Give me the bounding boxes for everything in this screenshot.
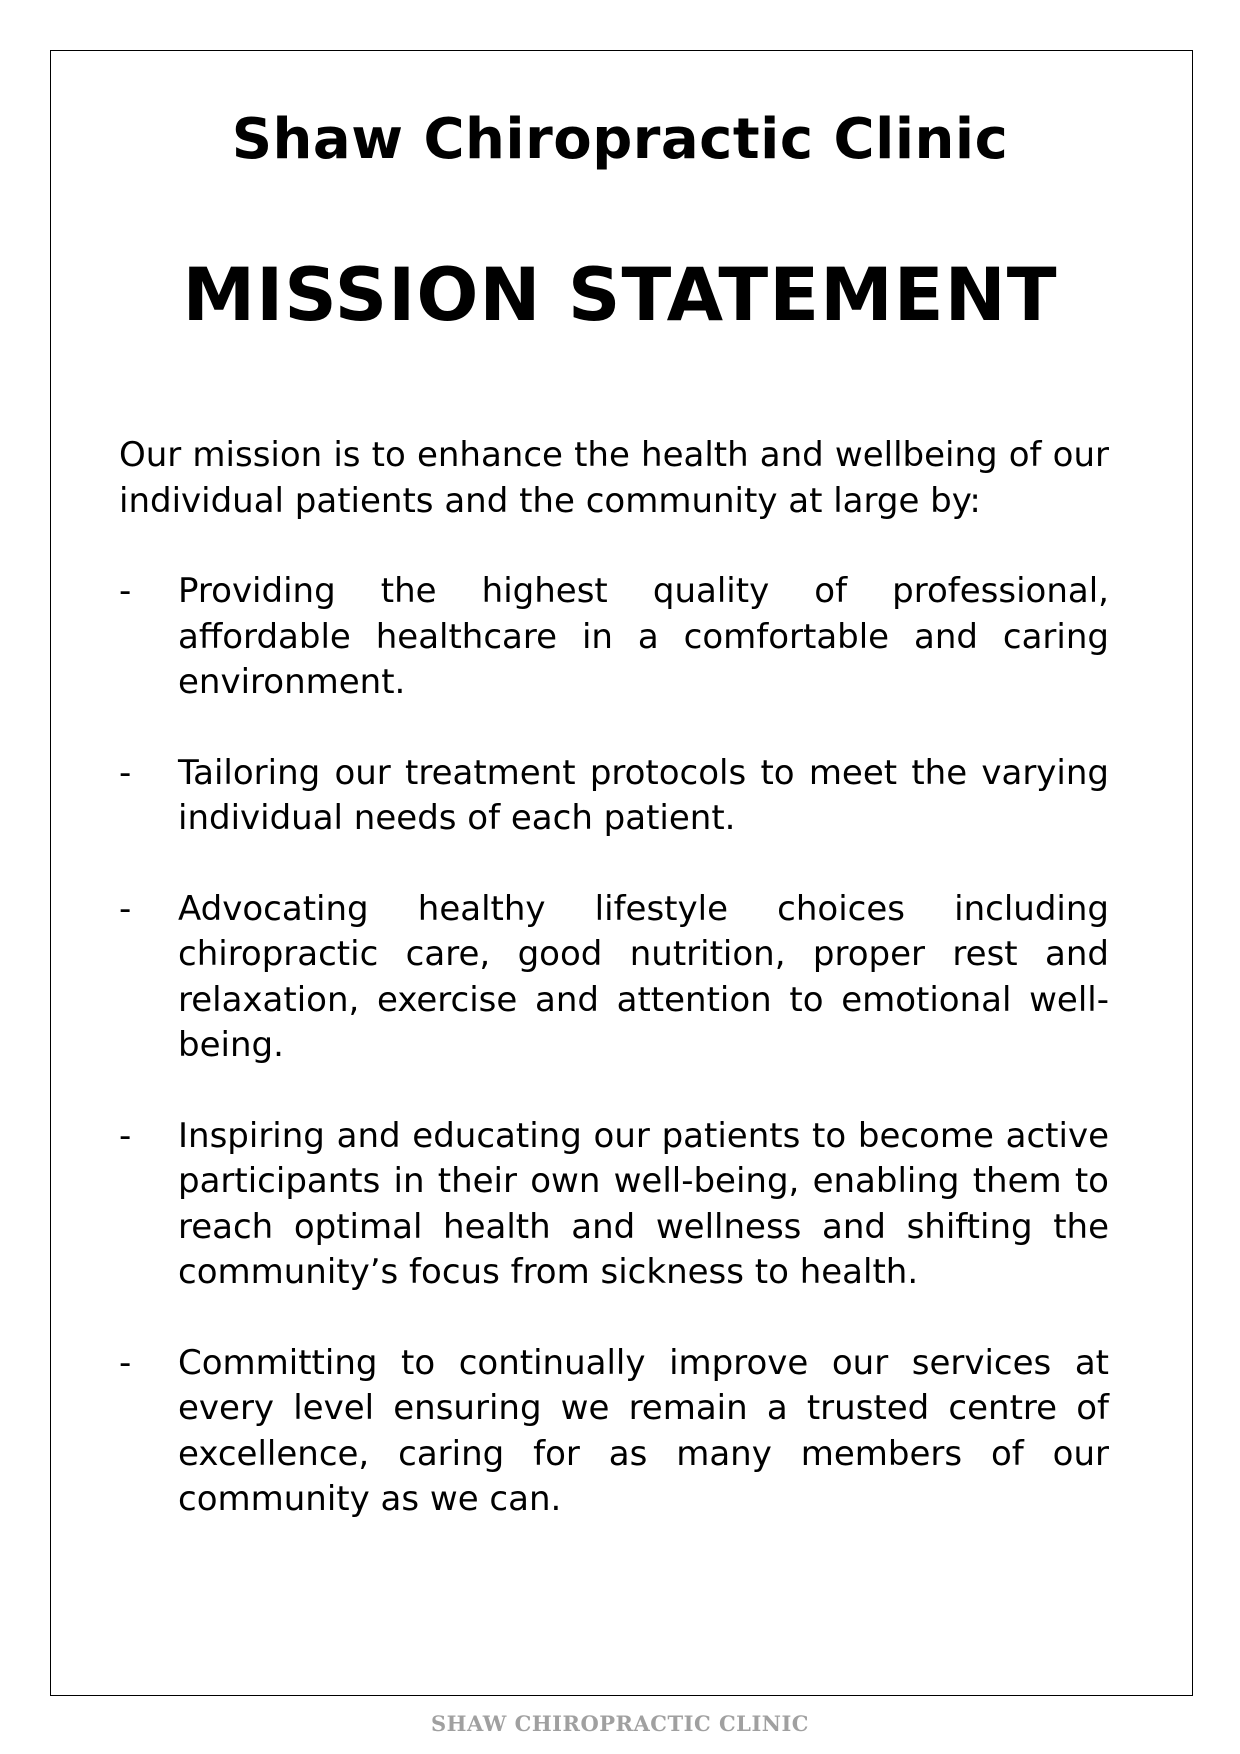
- bullet-dash: -: [119, 1342, 132, 1383]
- mission-point-text: Providing the highest quality of professional, affordable healthcare in a comfortable and caring environment.: [178, 571, 1109, 702]
- mission-point: [119, 887, 1109, 1069]
- mission-body: [119, 433, 1109, 1568]
- mission-point-text: Tailoring our treatment protocols to meet the varying individual needs of each patient.: [178, 752, 1109, 838]
- intro-paragraph: Our mission is to enhance the health and wellbeing of our individual patients and the community at large by:: [119, 435, 1109, 521]
- mission-point: [119, 569, 1109, 706]
- mission-point-text: Inspiring and educating our patients to become active participants in their own well-being, enabling them to reach optimal health and wellness and shifting the community’s focus from sickness to health.: [178, 1115, 1109, 1292]
- bullet-dash: -: [119, 888, 132, 929]
- bullet-dash: -: [119, 571, 132, 611]
- mission-point: [119, 751, 1109, 842]
- bullet-dash: -: [119, 752, 132, 793]
- document-title: MISSION STATEMENT: [182, 253, 1058, 338]
- mission-point-text: Committing to continually improve our services at every level ensuring we remain a trusted centre of excellence, caring for as many members of our community as we can.: [178, 1342, 1109, 1519]
- bullet-dash: -: [119, 1115, 132, 1156]
- footer-clinic-name: SHAW CHIROPRACTIC CLINIC: [430, 1711, 810, 1736]
- mission-point: [119, 1341, 1109, 1523]
- mission-point: [119, 1114, 1109, 1296]
- clinic-name: Shaw Chiropractic Clinic: [231, 107, 1009, 172]
- mission-point-text: Advocating healthy lifestyle choices including chiropractic care, good nutrition, proper rest and relaxation, exercise and attention to emotional well-being.: [178, 888, 1109, 1065]
